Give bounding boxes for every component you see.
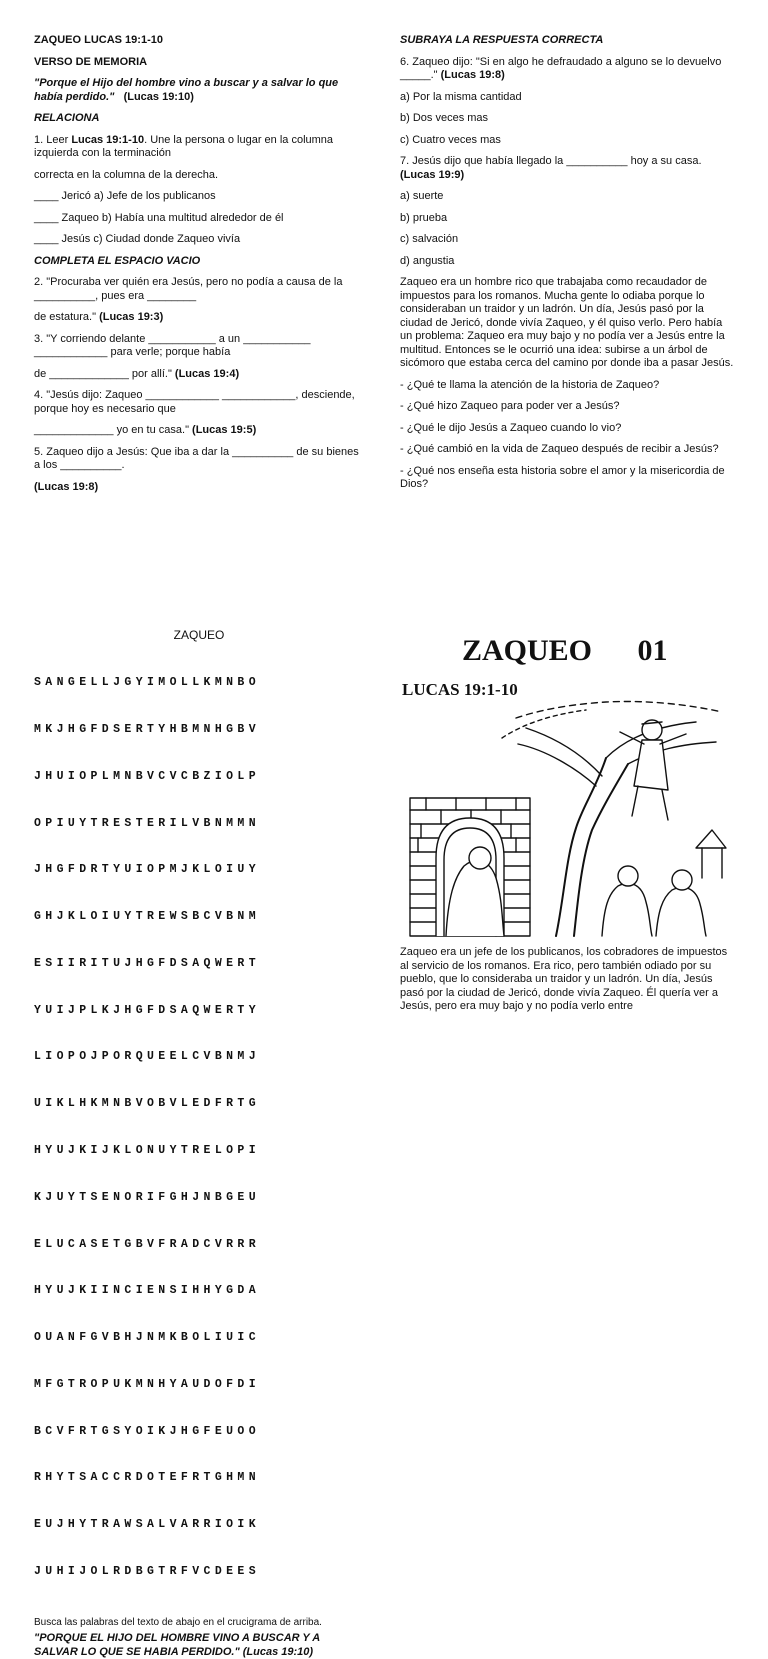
grid-row: OUANFGVBHJNMKBOLIUIC [34, 1331, 261, 1345]
question-6-text: 6. Zaqueo dijo: "Si en algo he defraudado a alguno se lo devuelvo _____." [400, 55, 722, 81]
question-4a: 4. "Jesús dijo: Zaqueo ____________ ____________, desciende, porque hoy es necesario que [34, 389, 355, 415]
question-4b [34, 424, 364, 438]
grid-row: MFGTROPUKMNHYAUDOFDI [34, 1377, 261, 1391]
question-2b [34, 311, 364, 325]
grid-row: LIOPOJPORQUEELCVBNMJ [34, 1050, 261, 1064]
left-column [34, 34, 364, 502]
grid-row: SANGELLJGYIMOLLKMNBO [34, 676, 261, 690]
grid-row: KJUYTSENORIFGHJNBGEU [34, 1190, 261, 1204]
cover-title [462, 634, 735, 668]
answer-option: d) angustia [400, 254, 455, 267]
word-search-instruction: Busca las palabras del texto de abajo en el crucigrama de arriba. [34, 1616, 322, 1628]
grid-row: RHYTSACCRDOTEFRTGHMN [34, 1471, 261, 1485]
question-2-ref: (Lucas 19:3) [99, 311, 164, 323]
verse-heading: VERSO DE MEMORIA [34, 55, 148, 68]
completa-heading: COMPLETA EL ESPACIO VACIO [34, 254, 201, 267]
question-2a: 2. "Procuraba ver quién era Jesús, pero no podía a causa de la __________, pues era ________ [34, 276, 343, 302]
word-search-grid [34, 644, 364, 1611]
word-search [34, 628, 364, 1659]
grid-row: BCVFRTGSYOIKJHGFEUOO [34, 1424, 261, 1438]
grid-row: ELUCASETGBVFRADCVRRR [34, 1237, 261, 1251]
relaciona-heading: RELACIONA [34, 112, 100, 124]
reflection-question: - ¿Qué le dijo Jesús a Zaqueo cuando lo vio? [400, 421, 622, 434]
memory-verse-text: "Porque el Hijo del hombre vino a buscar y a salvar lo que había perdido." [34, 77, 339, 103]
grid-row: MKJHGFDSERTYHBMNHGBV [34, 722, 261, 736]
relaciona-instructions [34, 134, 364, 161]
reflection-question: - ¿Qué te llama la atención de la historia de Zaqueo? [400, 378, 660, 391]
grid-row: JHUIOPLMNBVCVCBZIOLP [34, 769, 261, 783]
relaciona-instructions-2: correcta en la columna de la derecha. [34, 168, 219, 181]
right-column [400, 34, 735, 500]
question-5-ref: (Lucas 19:8) [34, 480, 99, 493]
cover-story-text: Zaqueo era un jefe de los publicanos, los cobradores de impuestos al servicio de los romanos. Era rico, pero también odiado por su pueblo, que lo consideraba un traidor y un ladrón. Un día, Jesús pasó por la ciudad de Jericó, donde vivía Zaqueo. Él quería ver a Jesús, pero era muy bajo y no podía verlo entre [400, 946, 728, 1012]
memory-verse [34, 77, 364, 104]
question-3a: 3. "Y corriendo delante ___________ a un ___________ ____________ para verle; porque había [34, 332, 311, 358]
cover-number: 01 [637, 634, 668, 667]
cover-panel [400, 628, 735, 1012]
cover-title-text: ZAQUEO [462, 634, 593, 667]
relaciona-intro-pre: 1. Leer [34, 133, 72, 146]
question-4-ref: (Lucas 19:5) [192, 424, 257, 436]
grid-row: HYUJKIJKLONUYTRELOPI [34, 1144, 261, 1157]
relaciona-intro-post: . Une la persona o lugar en la columna izquierda con la terminación [34, 133, 334, 159]
relaciona-intro-ref: Lucas 19:1-10 [71, 133, 145, 146]
story-paragraph: Zaqueo era un hombre rico que trabajaba como recaudador de impuestos para los romanos. Mucha gente lo odiaba porque lo consideraban un traidor y un ladrón. Un día, Jesús pasó por la ciudad de Jericó, donde vivía Zaqueo, y él quiso verlo. Pero había un problema: Zaqueo era muy bajo y no podía ver a Jesús entre la multitud. Entonces se le ocurrió una idea: subirse a un árbol de sicómoro que estaba cerca del camino por donde iba a pasar Jesús. [400, 276, 734, 369]
memory-verse-ref: (Lucas 19:10) [123, 90, 194, 103]
question-7-text: 7. Jesús dijo que había llegado la __________ hoy a su casa. [400, 155, 702, 167]
word-search-verse-ref: (Lucas 19:10) [242, 1645, 314, 1658]
reflection-question: - ¿Qué nos enseña esta historia sobre el amor y la misericordia de Dios? [400, 464, 725, 490]
answer-option: b) prueba [400, 211, 448, 224]
grid-row: HYUJKIINCIENSIHHYGDA [34, 1284, 261, 1298]
grid-row: ESIIRITUJHGFDSAQWERT [34, 956, 261, 970]
question-6-ref: (Lucas 19:8) [440, 69, 505, 81]
match-item: ____ Jericó a) Jefe de los publicanos [34, 190, 216, 202]
question-2b-text: de estatura." [34, 311, 96, 323]
grid-row: JUHIJOLRDBGTRFVCDEES [34, 1565, 261, 1579]
word-search-verse [34, 1631, 364, 1659]
grid-row: UIKLHKMNBVOBVLEDFRTG [34, 1097, 261, 1111]
question-5: 5. Zaqueo dijo a Jesús: Que iba a dar la __________ de su bienes a los __________. [34, 445, 359, 471]
word-search-title: ZAQUEO [173, 628, 225, 642]
answer-option: b) Dos veces mas [400, 112, 489, 124]
answer-option: c) salvación [400, 233, 459, 245]
question-3-ref: (Lucas 19:4) [174, 367, 240, 380]
question-7 [400, 155, 735, 182]
grid-row: GHJKLOIUYTREWSBCVBNM [34, 910, 261, 924]
reflection-question: - ¿Qué cambió en la vida de Zaqueo después de recibir a Jesús? [400, 443, 719, 455]
question-7-ref: (Lucas 19:9) [400, 168, 465, 181]
match-item: ____ Jesús c) Ciudad donde Zaqueo vivía [34, 233, 241, 245]
zacchaeus-tree-illustration [406, 698, 728, 938]
question-3b [34, 368, 364, 382]
grid-row: YUIJPLKJHGFDSAQWERTY [34, 1003, 261, 1017]
answer-option: a) suerte [400, 190, 444, 202]
word-search-verse-text: "PORQUE EL HIJO DEL HOMBRE VINO A BUSCAR Y A SALVAR LO QUE SE HABIA PERDIDO." [34, 1631, 320, 1658]
grid-row: EUJHYTRAWSALVARRIOIK [34, 1518, 261, 1532]
grid-row: JHGFDRTYUIOPMJKLOIUY [34, 863, 261, 877]
question-3b-text: de _____________ por allí." [34, 367, 172, 380]
worksheet-title: ZAQUEO LUCAS 19:1-10 [34, 34, 163, 46]
answer-option: c) Cuatro veces mas [400, 133, 501, 146]
answer-option: a) Por la misma cantidad [400, 90, 522, 103]
question-6 [400, 56, 735, 83]
grid-row: OPIUYTRESTERILVBNMMN [34, 816, 261, 830]
subraya-heading: SUBRAYA LA RESPUESTA CORRECTA [400, 34, 604, 46]
match-item: ____ Zaqueo b) Había una multitud alrededor de él [34, 211, 284, 224]
cover-reference: LUCAS 19:1-10 [402, 680, 518, 699]
reflection-question: - ¿Qué hizo Zaqueo para poder ver a Jesús? [400, 400, 620, 412]
question-4b-text: _____________ yo en tu casa." [34, 424, 189, 436]
